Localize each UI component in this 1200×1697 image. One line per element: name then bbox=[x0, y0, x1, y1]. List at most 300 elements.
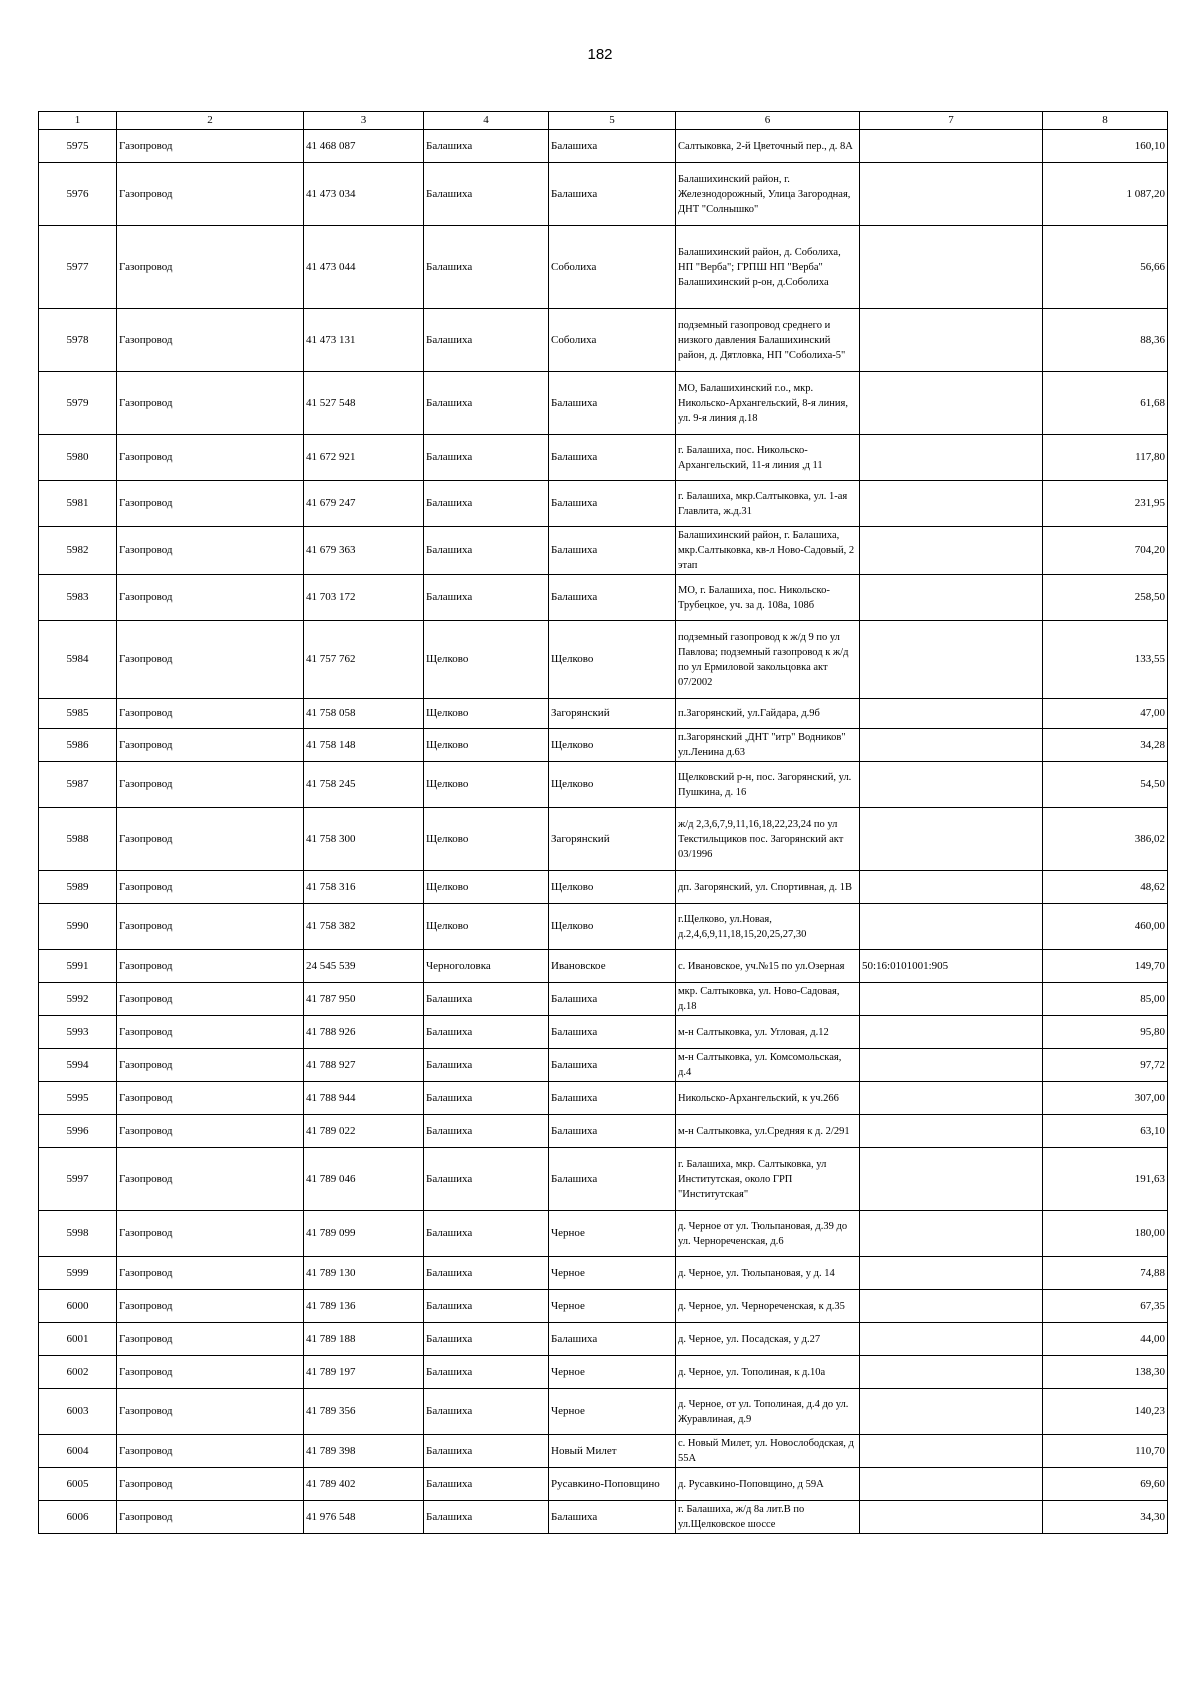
inventory-code: 41 789 099 bbox=[304, 1211, 424, 1257]
length-value: 97,72 bbox=[1043, 1049, 1168, 1082]
cadastral-number bbox=[860, 435, 1043, 481]
length-value: 34,30 bbox=[1043, 1501, 1168, 1534]
cadastral-number bbox=[860, 226, 1043, 309]
object-name: Газопровод bbox=[117, 372, 304, 435]
length-value: 88,36 bbox=[1043, 309, 1168, 372]
address-text: подземный газопровод к ж/д 9 по ул Павлова; подземный газопровод к ж/д по ул Ермиловой закольцовка акт 07/2002 bbox=[676, 621, 860, 699]
locality-name: Щелково bbox=[549, 871, 676, 904]
locality-name: Балашиха bbox=[549, 983, 676, 1016]
district-name: Балашиха bbox=[424, 1290, 549, 1323]
length-value: 34,28 bbox=[1043, 729, 1168, 762]
length-value: 1 087,20 bbox=[1043, 163, 1168, 226]
length-value: 307,00 bbox=[1043, 1082, 1168, 1115]
district-name: Балашиха bbox=[424, 1115, 549, 1148]
length-value: 140,23 bbox=[1043, 1389, 1168, 1435]
column-header: 2 bbox=[117, 112, 304, 130]
district-name: Балашиха bbox=[424, 481, 549, 527]
row-number: 5992 bbox=[39, 983, 117, 1016]
row-number: 5978 bbox=[39, 309, 117, 372]
locality-name: Балашиха bbox=[549, 481, 676, 527]
address-text: г. Балашиха, пос. Никольско-Архангельский, 11-я линия ,д 11 bbox=[676, 435, 860, 481]
cadastral-number bbox=[860, 130, 1043, 163]
locality-name: Балашиха bbox=[549, 372, 676, 435]
locality-name: Черное bbox=[549, 1211, 676, 1257]
inventory-code: 41 976 548 bbox=[304, 1501, 424, 1534]
district-name: Щелково bbox=[424, 621, 549, 699]
row-number: 5986 bbox=[39, 729, 117, 762]
cadastral-number bbox=[860, 575, 1043, 621]
table-row bbox=[39, 1389, 1168, 1435]
district-name: Щелково bbox=[424, 762, 549, 808]
district-name: Черноголовка bbox=[424, 950, 549, 983]
length-value: 61,68 bbox=[1043, 372, 1168, 435]
cadastral-number bbox=[860, 729, 1043, 762]
table-row bbox=[39, 163, 1168, 226]
address-text: Балашихинский район, д. Соболиха, НП "Верба"; ГРПШ НП "Верба" Балашихинский р-он, д.Соболиха bbox=[676, 226, 860, 309]
row-number: 5985 bbox=[39, 699, 117, 729]
cadastral-number bbox=[860, 481, 1043, 527]
inventory-code: 41 789 046 bbox=[304, 1148, 424, 1211]
inventory-code: 41 468 087 bbox=[304, 130, 424, 163]
district-name: Балашиха bbox=[424, 1356, 549, 1389]
table-body bbox=[39, 130, 1168, 1534]
address-text: подземный газопровод среднего и низкого давления Балашихинский район, д. Дятловка, НП "Соболиха-5" bbox=[676, 309, 860, 372]
district-name: Балашиха bbox=[424, 1435, 549, 1468]
table-row bbox=[39, 729, 1168, 762]
cadastral-number bbox=[860, 1290, 1043, 1323]
locality-name: Загорянский bbox=[549, 808, 676, 871]
length-value: 85,00 bbox=[1043, 983, 1168, 1016]
cadastral-number bbox=[860, 808, 1043, 871]
object-name: Газопровод bbox=[117, 904, 304, 950]
cadastral-number bbox=[860, 1049, 1043, 1082]
table-row bbox=[39, 904, 1168, 950]
address-text: д. Черное, ул. Чернореченская, к д.35 bbox=[676, 1290, 860, 1323]
length-value: 54,50 bbox=[1043, 762, 1168, 808]
inventory-code: 41 758 058 bbox=[304, 699, 424, 729]
table-row bbox=[39, 808, 1168, 871]
address-text: Никольско-Архангельский, к уч.266 bbox=[676, 1082, 860, 1115]
inventory-code: 41 527 548 bbox=[304, 372, 424, 435]
cadastral-number bbox=[860, 372, 1043, 435]
cadastral-number bbox=[860, 1082, 1043, 1115]
row-number: 6003 bbox=[39, 1389, 117, 1435]
length-value: 180,00 bbox=[1043, 1211, 1168, 1257]
district-name: Балашиха bbox=[424, 1323, 549, 1356]
object-name: Газопровод bbox=[117, 130, 304, 163]
cadastral-number bbox=[860, 762, 1043, 808]
length-value: 386,02 bbox=[1043, 808, 1168, 871]
address-text: ж/д 2,3,6,7,9,11,16,18,22,23,24 по ул Текстильщиков пос. Загорянский акт 03/1996 bbox=[676, 808, 860, 871]
column-header: 1 bbox=[39, 112, 117, 130]
row-number: 6006 bbox=[39, 1501, 117, 1534]
cadastral-number bbox=[860, 621, 1043, 699]
object-name: Газопровод bbox=[117, 1389, 304, 1435]
district-name: Балашиха bbox=[424, 226, 549, 309]
inventory-code: 41 473 034 bbox=[304, 163, 424, 226]
object-name: Газопровод bbox=[117, 729, 304, 762]
address-text: м-н Салтыковка, ул. Комсомольская, д.4 bbox=[676, 1049, 860, 1082]
length-value: 191,63 bbox=[1043, 1148, 1168, 1211]
locality-name: Новый Милет bbox=[549, 1435, 676, 1468]
object-name: Газопровод bbox=[117, 226, 304, 309]
row-number: 5982 bbox=[39, 527, 117, 575]
locality-name: Черное bbox=[549, 1356, 676, 1389]
address-text: д. Русавкино-Поповщино, д 59А bbox=[676, 1468, 860, 1501]
district-name: Балашиха bbox=[424, 527, 549, 575]
row-number: 5987 bbox=[39, 762, 117, 808]
inventory-code: 41 679 247 bbox=[304, 481, 424, 527]
table-row bbox=[39, 699, 1168, 729]
district-name: Балашиха bbox=[424, 309, 549, 372]
inventory-code: 41 758 148 bbox=[304, 729, 424, 762]
address-text: д. Черное, ул. Тюльпановая, у д. 14 bbox=[676, 1257, 860, 1290]
column-header: 6 bbox=[676, 112, 860, 130]
row-number: 5993 bbox=[39, 1016, 117, 1049]
table-row bbox=[39, 527, 1168, 575]
inventory-code: 41 787 950 bbox=[304, 983, 424, 1016]
address-text: г. Балашиха, мкр. Салтыковка, ул Институтская, около ГРП "Институтская" bbox=[676, 1148, 860, 1211]
address-text: дп. Загорянский, ул. Спортивная, д. 1В bbox=[676, 871, 860, 904]
row-number: 6000 bbox=[39, 1290, 117, 1323]
row-number: 5995 bbox=[39, 1082, 117, 1115]
length-value: 133,55 bbox=[1043, 621, 1168, 699]
column-header: 8 bbox=[1043, 112, 1168, 130]
table-row bbox=[39, 621, 1168, 699]
cadastral-number bbox=[860, 1501, 1043, 1534]
address-text: г.Щелково, ул.Новая, д.2,4,6,9,11,18,15,20,25,27,30 bbox=[676, 904, 860, 950]
object-name: Газопровод bbox=[117, 1049, 304, 1082]
cadastral-number bbox=[860, 1016, 1043, 1049]
inventory-code: 41 789 197 bbox=[304, 1356, 424, 1389]
district-name: Балашиха bbox=[424, 163, 549, 226]
column-header: 5 bbox=[549, 112, 676, 130]
locality-name: Балашиха bbox=[549, 527, 676, 575]
locality-name: Балашиха bbox=[549, 1148, 676, 1211]
column-header: 3 bbox=[304, 112, 424, 130]
locality-name: Балашиха bbox=[549, 163, 676, 226]
address-text: м-н Салтыковка, ул.Средняя к д. 2/291 bbox=[676, 1115, 860, 1148]
inventory-code: 41 672 921 bbox=[304, 435, 424, 481]
column-header: 4 bbox=[424, 112, 549, 130]
district-name: Щелково bbox=[424, 904, 549, 950]
object-name: Газопровод bbox=[117, 1082, 304, 1115]
locality-name: Соболиха bbox=[549, 309, 676, 372]
district-name: Балашиха bbox=[424, 1389, 549, 1435]
object-name: Газопровод bbox=[117, 1468, 304, 1501]
length-value: 110,70 bbox=[1043, 1435, 1168, 1468]
cadastral-number: 50:16:0101001:905 bbox=[860, 950, 1043, 983]
inventory-code: 41 473 044 bbox=[304, 226, 424, 309]
district-name: Балашиха bbox=[424, 1049, 549, 1082]
inventory-code: 41 758 316 bbox=[304, 871, 424, 904]
object-name: Газопровод bbox=[117, 950, 304, 983]
inventory-code: 41 788 927 bbox=[304, 1049, 424, 1082]
row-number: 5991 bbox=[39, 950, 117, 983]
district-name: Щелково bbox=[424, 871, 549, 904]
table-row bbox=[39, 1356, 1168, 1389]
address-text: д. Черное от ул. Тюльпановая, д.39 до ул. Чернореченская, д.6 bbox=[676, 1211, 860, 1257]
inventory-code: 24 545 539 bbox=[304, 950, 424, 983]
district-name: Балашиха bbox=[424, 1016, 549, 1049]
cadastral-number bbox=[860, 1148, 1043, 1211]
locality-name: Балашиха bbox=[549, 1016, 676, 1049]
table-row bbox=[39, 762, 1168, 808]
district-name: Балашиха bbox=[424, 435, 549, 481]
locality-name: Черное bbox=[549, 1389, 676, 1435]
locality-name: Загорянский bbox=[549, 699, 676, 729]
table-row bbox=[39, 1148, 1168, 1211]
table-row bbox=[39, 1290, 1168, 1323]
object-name: Газопровод bbox=[117, 1016, 304, 1049]
cadastral-number bbox=[860, 1211, 1043, 1257]
length-value: 149,70 bbox=[1043, 950, 1168, 983]
address-text: Балашихинский район, г. Железнодорожный, Улица Загородная, ДНТ "Солнышко" bbox=[676, 163, 860, 226]
locality-name: Балашиха bbox=[549, 1049, 676, 1082]
locality-name: Балашиха bbox=[549, 1115, 676, 1148]
cadastral-number bbox=[860, 163, 1043, 226]
locality-name: Соболиха bbox=[549, 226, 676, 309]
locality-name: Балашиха bbox=[549, 1323, 676, 1356]
length-value: 117,80 bbox=[1043, 435, 1168, 481]
header-row bbox=[39, 112, 1168, 130]
address-text: Балашихинский район, г. Балашиха, мкр.Салтыковка, кв-л Ново-Садовый, 2 этап bbox=[676, 527, 860, 575]
locality-name: Русавкино-Поповщино bbox=[549, 1468, 676, 1501]
row-number: 5977 bbox=[39, 226, 117, 309]
object-name: Газопровод bbox=[117, 163, 304, 226]
cadastral-number bbox=[860, 699, 1043, 729]
inventory-code: 41 789 356 bbox=[304, 1389, 424, 1435]
address-text: м-н Салтыковка, ул. Угловая, д.12 bbox=[676, 1016, 860, 1049]
length-value: 231,95 bbox=[1043, 481, 1168, 527]
cadastral-number bbox=[860, 1257, 1043, 1290]
locality-name: Щелково bbox=[549, 904, 676, 950]
inventory-code: 41 788 944 bbox=[304, 1082, 424, 1115]
cadastral-number bbox=[860, 871, 1043, 904]
row-number: 5980 bbox=[39, 435, 117, 481]
object-name: Газопровод bbox=[117, 1501, 304, 1534]
district-name: Балашиха bbox=[424, 1501, 549, 1534]
length-value: 460,00 bbox=[1043, 904, 1168, 950]
registry-table bbox=[38, 111, 1168, 1534]
table-row bbox=[39, 481, 1168, 527]
district-name: Балашиха bbox=[424, 575, 549, 621]
row-number: 5984 bbox=[39, 621, 117, 699]
cadastral-number bbox=[860, 1323, 1043, 1356]
district-name: Щелково bbox=[424, 808, 549, 871]
table-row bbox=[39, 1323, 1168, 1356]
inventory-code: 41 789 130 bbox=[304, 1257, 424, 1290]
table-row bbox=[39, 1049, 1168, 1082]
address-text: д. Черное, ул. Тополиная, к д.10а bbox=[676, 1356, 860, 1389]
locality-name: Балашиха bbox=[549, 435, 676, 481]
table-row bbox=[39, 575, 1168, 621]
address-text: с. Ивановское, уч.№15 по ул.Озерная bbox=[676, 950, 860, 983]
district-name: Балашиха bbox=[424, 372, 549, 435]
object-name: Газопровод bbox=[117, 621, 304, 699]
address-text: г. Балашиха, мкр.Салтыковка, ул. 1-ая Главлита, ж.д.31 bbox=[676, 481, 860, 527]
inventory-code: 41 789 188 bbox=[304, 1323, 424, 1356]
length-value: 258,50 bbox=[1043, 575, 1168, 621]
row-number: 5981 bbox=[39, 481, 117, 527]
inventory-code: 41 788 926 bbox=[304, 1016, 424, 1049]
row-number: 5990 bbox=[39, 904, 117, 950]
cadastral-number bbox=[860, 527, 1043, 575]
locality-name: Балашиха bbox=[549, 1501, 676, 1534]
length-value: 47,00 bbox=[1043, 699, 1168, 729]
cadastral-number bbox=[860, 1468, 1043, 1501]
object-name: Газопровод bbox=[117, 1211, 304, 1257]
row-number: 6001 bbox=[39, 1323, 117, 1356]
row-number: 5989 bbox=[39, 871, 117, 904]
district-name: Балашиха bbox=[424, 130, 549, 163]
table-row bbox=[39, 1211, 1168, 1257]
locality-name: Балашиха bbox=[549, 575, 676, 621]
object-name: Газопровод bbox=[117, 808, 304, 871]
table-row bbox=[39, 372, 1168, 435]
object-name: Газопровод bbox=[117, 527, 304, 575]
length-value: 67,35 bbox=[1043, 1290, 1168, 1323]
length-value: 160,10 bbox=[1043, 130, 1168, 163]
locality-name: Щелково bbox=[549, 729, 676, 762]
object-name: Газопровод bbox=[117, 1356, 304, 1389]
cadastral-number bbox=[860, 1389, 1043, 1435]
table-row bbox=[39, 435, 1168, 481]
cadastral-number bbox=[860, 1356, 1043, 1389]
length-value: 69,60 bbox=[1043, 1468, 1168, 1501]
row-number: 5979 bbox=[39, 372, 117, 435]
address-text: д. Черное, ул. Посадская, у д.27 bbox=[676, 1323, 860, 1356]
address-text: мкр. Салтыковка, ул. Ново-Садовая, д.18 bbox=[676, 983, 860, 1016]
table-row bbox=[39, 1115, 1168, 1148]
district-name: Балашиха bbox=[424, 1082, 549, 1115]
row-number: 5999 bbox=[39, 1257, 117, 1290]
cadastral-number bbox=[860, 1115, 1043, 1148]
row-number: 5994 bbox=[39, 1049, 117, 1082]
table-row bbox=[39, 309, 1168, 372]
locality-name: Щелково bbox=[549, 762, 676, 808]
locality-name: Балашиха bbox=[549, 1082, 676, 1115]
row-number: 5975 bbox=[39, 130, 117, 163]
locality-name: Балашиха bbox=[549, 130, 676, 163]
inventory-code: 41 789 022 bbox=[304, 1115, 424, 1148]
address-text: МО, Балашихинский г.о., мкр. Никольско-Архангельский, 8-я линия, ул. 9-я линия д.18 bbox=[676, 372, 860, 435]
cadastral-number bbox=[860, 309, 1043, 372]
object-name: Газопровод bbox=[117, 1257, 304, 1290]
inventory-code: 41 758 382 bbox=[304, 904, 424, 950]
length-value: 63,10 bbox=[1043, 1115, 1168, 1148]
object-name: Газопровод bbox=[117, 1290, 304, 1323]
length-value: 704,20 bbox=[1043, 527, 1168, 575]
row-number: 6005 bbox=[39, 1468, 117, 1501]
cadastral-number bbox=[860, 904, 1043, 950]
district-name: Балашиха bbox=[424, 983, 549, 1016]
inventory-code: 41 789 136 bbox=[304, 1290, 424, 1323]
locality-name: Черное bbox=[549, 1290, 676, 1323]
row-number: 5983 bbox=[39, 575, 117, 621]
table-row bbox=[39, 1435, 1168, 1468]
table-row bbox=[39, 950, 1168, 983]
inventory-code: 41 679 363 bbox=[304, 527, 424, 575]
locality-name: Ивановское bbox=[549, 950, 676, 983]
table-row bbox=[39, 1501, 1168, 1534]
row-number: 5998 bbox=[39, 1211, 117, 1257]
district-name: Щелково bbox=[424, 729, 549, 762]
district-name: Балашиха bbox=[424, 1211, 549, 1257]
object-name: Газопровод bbox=[117, 1435, 304, 1468]
object-name: Газопровод bbox=[117, 1323, 304, 1356]
length-value: 48,62 bbox=[1043, 871, 1168, 904]
row-number: 6004 bbox=[39, 1435, 117, 1468]
table-row bbox=[39, 1257, 1168, 1290]
district-name: Щелково bbox=[424, 699, 549, 729]
district-name: Балашиха bbox=[424, 1148, 549, 1211]
inventory-code: 41 789 398 bbox=[304, 1435, 424, 1468]
locality-name: Черное bbox=[549, 1257, 676, 1290]
inventory-code: 41 758 300 bbox=[304, 808, 424, 871]
object-name: Газопровод bbox=[117, 983, 304, 1016]
inventory-code: 41 473 131 bbox=[304, 309, 424, 372]
object-name: Газопровод bbox=[117, 309, 304, 372]
table-row bbox=[39, 871, 1168, 904]
object-name: Газопровод bbox=[117, 762, 304, 808]
row-number: 5976 bbox=[39, 163, 117, 226]
page-number: 182 bbox=[587, 46, 613, 63]
length-value: 138,30 bbox=[1043, 1356, 1168, 1389]
table-row bbox=[39, 130, 1168, 163]
inventory-code: 41 757 762 bbox=[304, 621, 424, 699]
inventory-code: 41 789 402 bbox=[304, 1468, 424, 1501]
cadastral-number bbox=[860, 1435, 1043, 1468]
address-text: п.Загорянский ,ДНТ "итр" Водников" ул.Ленина д.63 bbox=[676, 729, 860, 762]
row-number: 6002 bbox=[39, 1356, 117, 1389]
object-name: Газопровод bbox=[117, 871, 304, 904]
object-name: Газопровод bbox=[117, 575, 304, 621]
inventory-code: 41 703 172 bbox=[304, 575, 424, 621]
row-number: 5997 bbox=[39, 1148, 117, 1211]
address-text: МО, г. Балашиха, пос. Никольско-Трубецкое, уч. за д. 108а, 108б bbox=[676, 575, 860, 621]
district-name: Балашиха bbox=[424, 1257, 549, 1290]
table-row bbox=[39, 1468, 1168, 1501]
object-name: Газопровод bbox=[117, 1115, 304, 1148]
column-header: 7 bbox=[860, 112, 1043, 130]
district-name: Балашиха bbox=[424, 1468, 549, 1501]
cadastral-number bbox=[860, 983, 1043, 1016]
inventory-code: 41 758 245 bbox=[304, 762, 424, 808]
locality-name: Щелково bbox=[549, 621, 676, 699]
address-text: с. Новый Милет, ул. Новослободская, д 55А bbox=[676, 1435, 860, 1468]
length-value: 44,00 bbox=[1043, 1323, 1168, 1356]
row-number: 5996 bbox=[39, 1115, 117, 1148]
address-text: г. Балашиха, ж/д 8а лит.В по ул.Щелковское шоссе bbox=[676, 1501, 860, 1534]
table-row bbox=[39, 1082, 1168, 1115]
address-text: д. Черное, от ул. Тополиная, д.4 до ул. Журавлиная, д.9 bbox=[676, 1389, 860, 1435]
table-row bbox=[39, 226, 1168, 309]
address-text: Салтыковка, 2-й Цветочный пер., д. 8А bbox=[676, 130, 860, 163]
row-number: 5988 bbox=[39, 808, 117, 871]
object-name: Газопровод bbox=[117, 699, 304, 729]
address-text: п.Загорянский, ул.Гайдара, д.9б bbox=[676, 699, 860, 729]
length-value: 74,88 bbox=[1043, 1257, 1168, 1290]
object-name: Газопровод bbox=[117, 435, 304, 481]
table-row bbox=[39, 1016, 1168, 1049]
length-value: 95,80 bbox=[1043, 1016, 1168, 1049]
object-name: Газопровод bbox=[117, 1148, 304, 1211]
object-name: Газопровод bbox=[117, 481, 304, 527]
length-value: 56,66 bbox=[1043, 226, 1168, 309]
address-text: Щелковский р-н, пос. Загорянский, ул. Пушкина, д. 16 bbox=[676, 762, 860, 808]
table-row bbox=[39, 983, 1168, 1016]
